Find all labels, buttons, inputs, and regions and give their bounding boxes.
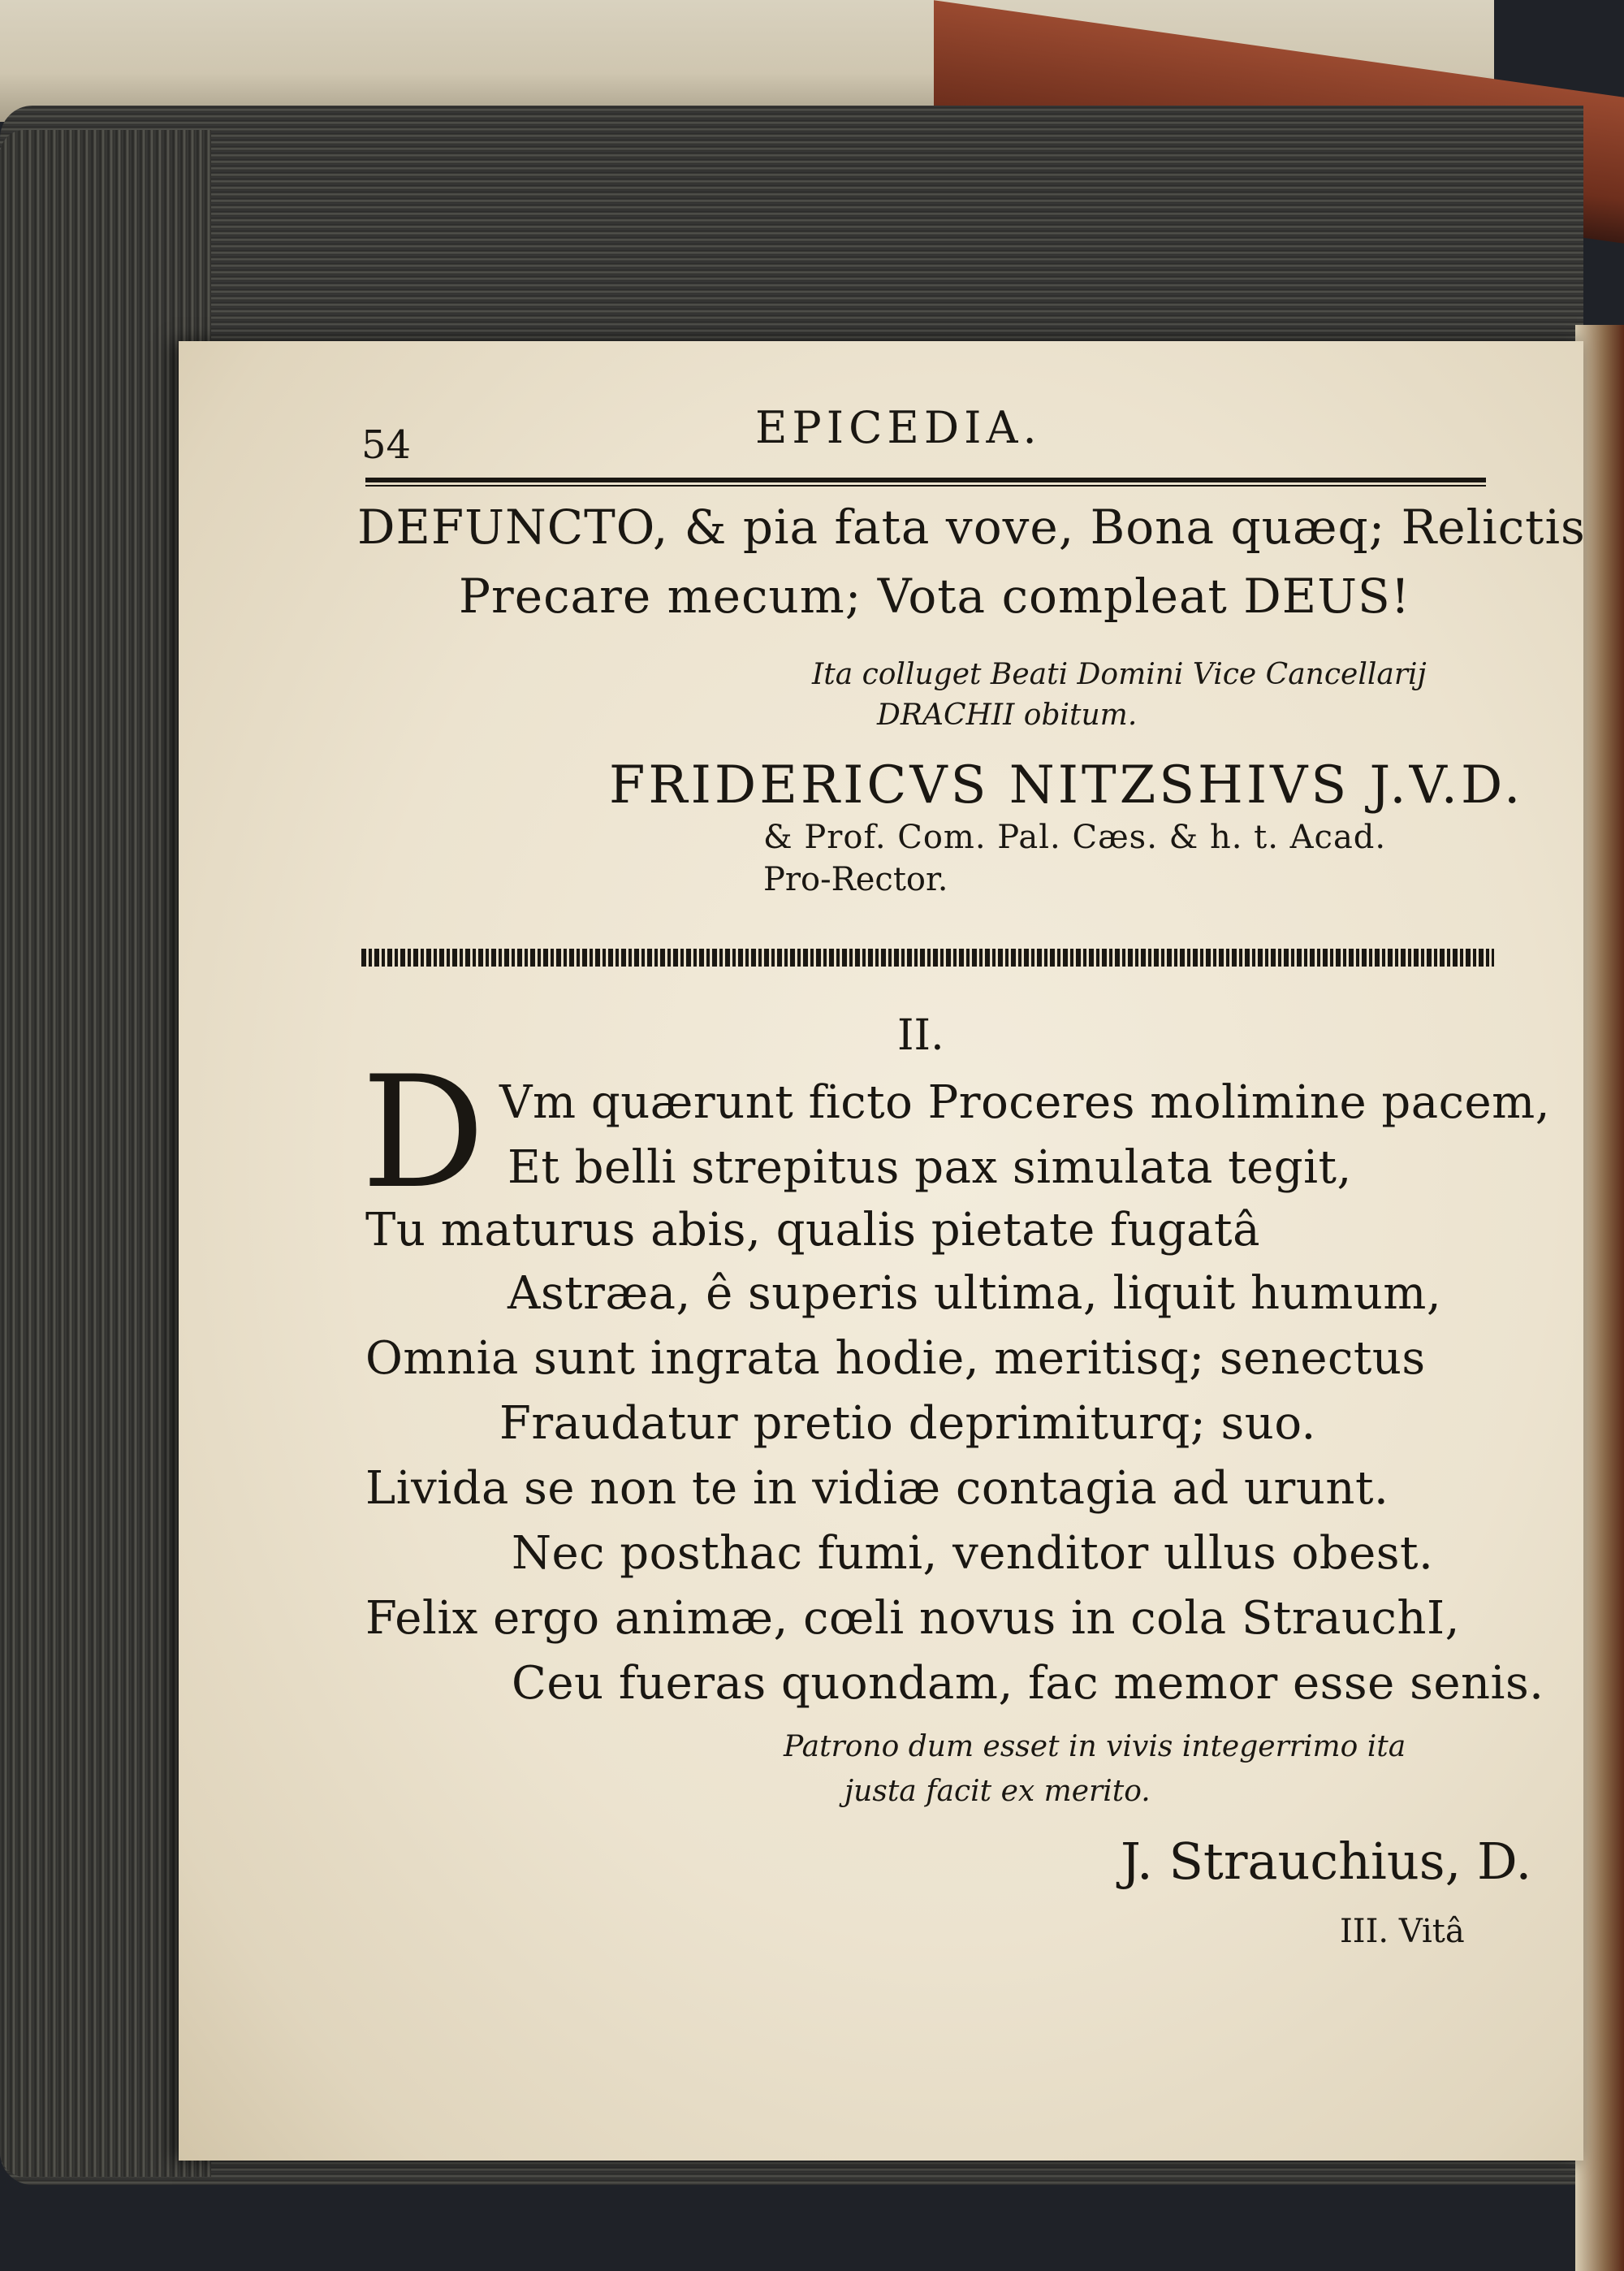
colophon-line: justa facit ex merito. [844, 1775, 1151, 1808]
running-head: EPICEDIA. [755, 402, 1042, 453]
section-number: II. [897, 1011, 944, 1060]
verse-line: Ceu fueras quondam, fac memor esse senis. [512, 1657, 1544, 1710]
signature-name: FRIDERICVS NITZSHIVS J.V.D. [609, 755, 1524, 815]
header-rule [365, 478, 1486, 482]
drop-cap: D [361, 1043, 486, 1222]
colophon-line: DRACHII obitum. [877, 699, 1138, 732]
verse-line: Livida se non te in vidiæ contagia ad urunt. [365, 1462, 1389, 1515]
verse-line: Astræa, ê superis ultima, liquit humum, [508, 1267, 1442, 1320]
verse-line: Nec posthac fumi, venditor ullus obest. [512, 1527, 1434, 1580]
colophon-line: Ita colluget Beati Domini Vice Cancellarij [812, 658, 1427, 691]
book-page [179, 341, 1586, 2161]
verse-line: Fraudatur pretio deprimiturq; suo. [499, 1397, 1316, 1450]
catchword: III. Vitâ [1340, 1913, 1465, 1950]
signature-title: & Prof. Com. Pal. Cæs. & h. t. Acad. [763, 819, 1387, 856]
verse-line: Felix ergo animæ, cœli novus in cola StrauchI, [365, 1592, 1460, 1645]
verse-line: Et belli strepitus pax simulata tegit, [508, 1141, 1352, 1194]
page-number: 54 [361, 422, 412, 468]
colophon-line: Patrono dum esset in vivis integerrimo ita [784, 1730, 1406, 1763]
header-rule-thin [365, 485, 1486, 487]
author-signature: J. Strauchius, D. [1121, 1832, 1532, 1891]
verse-line: Tu maturus abis, qualis pietate fugatâ [365, 1204, 1260, 1257]
text-line: Precare mecum; Vota compleat DEUS! [459, 569, 1411, 624]
ornamental-divider [361, 949, 1494, 967]
text-line: DEFUNCTO, & pia fata vove, Bona quæq; Relictis [357, 500, 1586, 555]
signature-title: Pro-Rector. [763, 861, 948, 898]
verse-line: Vm quærunt ficto Proceres molimine pacem, [499, 1076, 1551, 1129]
verse-line: Omnia sunt ingrata hodie, meritisq; senectus [365, 1332, 1426, 1385]
